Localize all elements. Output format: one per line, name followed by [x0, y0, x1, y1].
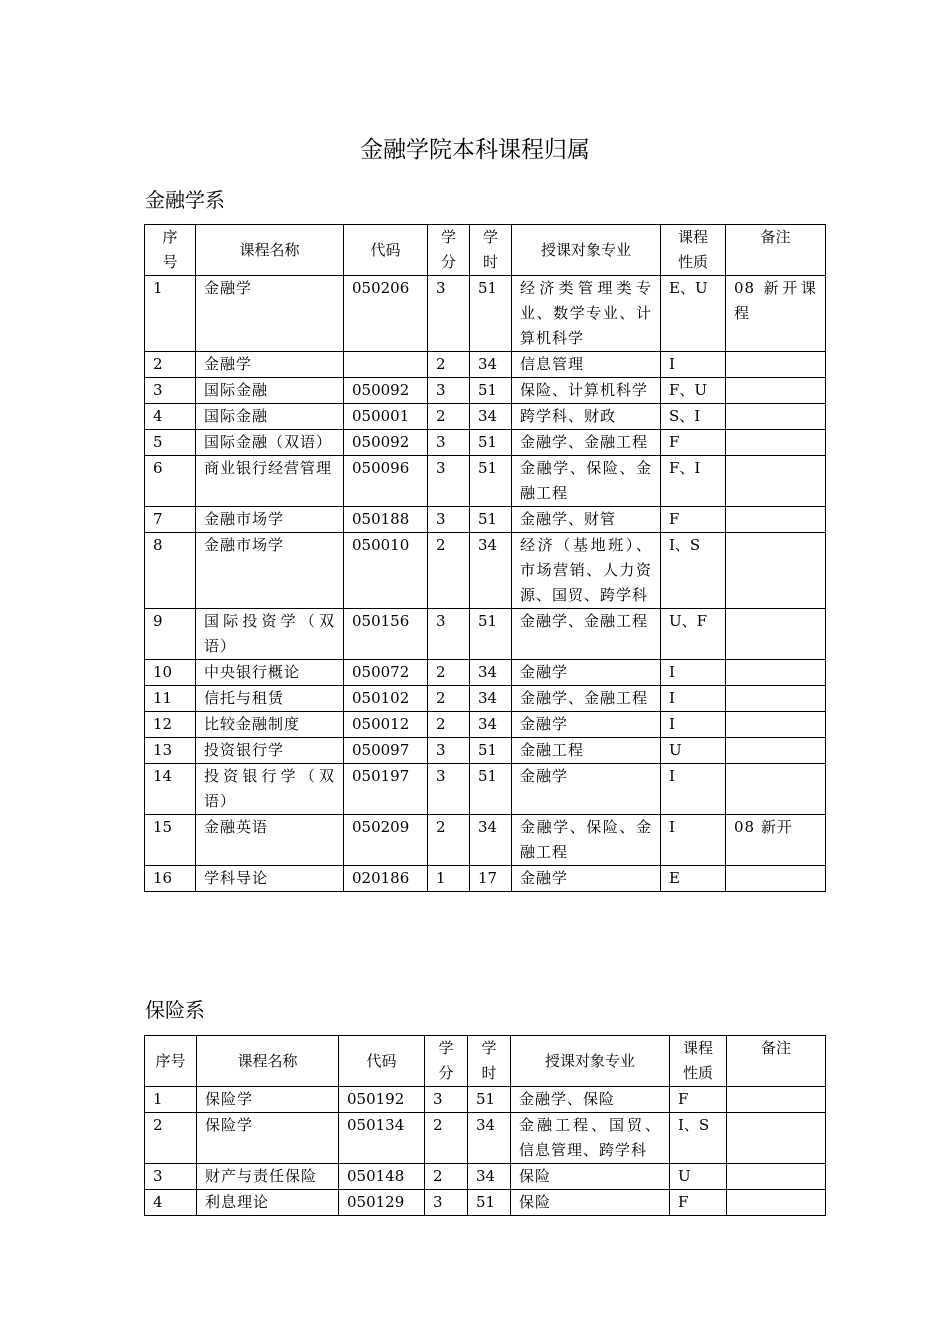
cell-name: 金融市场学	[196, 507, 344, 533]
cell-code: 050197	[344, 764, 428, 815]
cell-hours: 51	[470, 738, 512, 764]
cell-code: 020186	[344, 866, 428, 892]
cell-target: 经济（基地班）、市场营销、人力资源、国贸、跨学科	[512, 533, 661, 609]
cell-code: 050134	[339, 1113, 425, 1164]
cell-credit: 2	[428, 712, 470, 738]
cell-target: 金融学、保险、金融工程	[512, 456, 661, 507]
cell-code: 050097	[344, 738, 428, 764]
cell-nature: E	[661, 866, 726, 892]
cell-nature: U	[670, 1164, 727, 1190]
cell-target: 保险	[511, 1190, 670, 1216]
cell-name: 金融英语	[196, 815, 344, 866]
table-row	[145, 404, 826, 430]
cell-name: 金融市场学	[196, 533, 344, 609]
cell-name: 学科导论	[196, 866, 344, 892]
cell-target: 保险、计算机科学	[512, 378, 661, 404]
table-row	[145, 378, 826, 404]
cell-nature: F、U	[661, 378, 726, 404]
cell-credit: 2	[428, 404, 470, 430]
cell-code: 050092	[344, 430, 428, 456]
cell-hours: 34	[470, 660, 512, 686]
page-title: 金融学院本科课程归属	[360, 137, 590, 163]
cell-credit: 3	[428, 430, 470, 456]
cell-credit: 2	[425, 1164, 468, 1190]
table-row	[145, 507, 826, 533]
cell-hours: 34	[470, 686, 512, 712]
cell-code	[344, 352, 428, 378]
cell-code: 050096	[344, 456, 428, 507]
cell-hours: 51	[470, 764, 512, 815]
cell-code: 050092	[344, 378, 428, 404]
cell-remark	[726, 352, 826, 378]
cell-nature: E、U	[661, 276, 726, 352]
cell-hours: 51	[470, 456, 512, 507]
cell-target: 金融学	[512, 764, 661, 815]
cell-name: 投资银行学	[196, 738, 344, 764]
cell-target: 金融学、金融工程	[512, 609, 661, 660]
table-row	[145, 1087, 826, 1113]
cell-credit: 3	[428, 507, 470, 533]
cell-code: 050209	[344, 815, 428, 866]
cell-name: 保险学	[197, 1087, 339, 1113]
cell-name: 财产与责任保险	[197, 1164, 339, 1190]
cell-seq: 10	[145, 660, 196, 686]
cell-credit: 1	[428, 866, 470, 892]
cell-nature: F	[670, 1087, 727, 1113]
cell-remark	[727, 1190, 826, 1216]
table-row	[145, 686, 826, 712]
table-row	[145, 430, 826, 456]
cell-credit: 3	[428, 378, 470, 404]
table-header-row	[145, 1036, 826, 1087]
cell-hours: 51	[470, 507, 512, 533]
cell-hours: 34	[470, 533, 512, 609]
table-row	[145, 815, 826, 866]
cell-seq: 12	[145, 712, 196, 738]
cell-remark	[726, 507, 826, 533]
cell-remark	[726, 738, 826, 764]
header-name: 课程名称	[197, 1036, 339, 1087]
cell-target: 金融学	[512, 866, 661, 892]
cell-name: 投资银行学（双语）	[196, 764, 344, 815]
cell-target: 金融学、保险、金融工程	[512, 815, 661, 866]
cell-name: 金融学	[196, 352, 344, 378]
cell-remark: 08 新开课程	[726, 276, 826, 352]
cell-target: 跨学科、财政	[512, 404, 661, 430]
cell-seq: 1	[145, 1087, 197, 1113]
table-row	[145, 866, 826, 892]
cell-nature: I	[661, 660, 726, 686]
cell-seq: 2	[145, 1113, 197, 1164]
table-row	[145, 712, 826, 738]
header-seq: 序 号	[145, 225, 196, 276]
cell-code: 050102	[344, 686, 428, 712]
cell-remark	[726, 533, 826, 609]
cell-name: 国际投资学（双语）	[196, 609, 344, 660]
cell-code: 050129	[339, 1190, 425, 1216]
cell-nature: I、S	[670, 1113, 727, 1164]
header-credit: 学 分	[428, 225, 470, 276]
cell-remark	[726, 866, 826, 892]
cell-target: 经济类管理类专业、数学专业、计算机科学	[512, 276, 661, 352]
cell-remark	[726, 686, 826, 712]
cell-nature: I	[661, 815, 726, 866]
cell-target: 金融学、财管	[512, 507, 661, 533]
cell-credit: 3	[428, 456, 470, 507]
cell-remark	[726, 404, 826, 430]
table-row	[145, 1164, 826, 1190]
cell-code: 050010	[344, 533, 428, 609]
table-row	[145, 456, 826, 507]
cell-seq: 5	[145, 430, 196, 456]
cell-seq: 11	[145, 686, 196, 712]
cell-code: 050192	[339, 1087, 425, 1113]
cell-credit: 3	[428, 738, 470, 764]
cell-credit: 2	[428, 352, 470, 378]
cell-credit: 3	[428, 276, 470, 352]
cell-nature: I	[661, 352, 726, 378]
table-row	[145, 1190, 826, 1216]
cell-nature: F	[670, 1190, 727, 1216]
cell-remark	[726, 456, 826, 507]
cell-seq: 2	[145, 352, 196, 378]
cell-target: 保险	[511, 1164, 670, 1190]
cell-seq: 7	[145, 507, 196, 533]
cell-name: 保险学	[197, 1113, 339, 1164]
finance-course-table	[144, 224, 826, 892]
cell-remark: 08 新开	[726, 815, 826, 866]
cell-name: 国际金融	[196, 378, 344, 404]
cell-hours: 34	[470, 712, 512, 738]
header-seq: 序号	[145, 1036, 197, 1087]
header-hours: 学 时	[468, 1036, 511, 1087]
cell-credit: 2	[428, 533, 470, 609]
cell-hours: 34	[470, 815, 512, 866]
cell-seq: 3	[145, 378, 196, 404]
cell-credit: 3	[428, 609, 470, 660]
cell-target: 信息管理	[512, 352, 661, 378]
cell-nature: F、I	[661, 456, 726, 507]
table-row	[145, 660, 826, 686]
cell-hours: 51	[468, 1087, 511, 1113]
cell-seq: 1	[145, 276, 196, 352]
cell-code: 050206	[344, 276, 428, 352]
insurance-course-table	[144, 1035, 826, 1216]
cell-hours: 51	[470, 276, 512, 352]
table-row	[145, 1113, 826, 1164]
cell-seq: 16	[145, 866, 196, 892]
cell-credit: 2	[428, 660, 470, 686]
header-remark: 备注	[727, 1036, 826, 1087]
cell-hours: 34	[470, 404, 512, 430]
cell-name: 商业银行经营管理	[196, 456, 344, 507]
cell-remark	[727, 1113, 826, 1164]
table-header-row	[145, 225, 826, 276]
header-hours: 学 时	[470, 225, 512, 276]
cell-seq: 6	[145, 456, 196, 507]
cell-credit: 2	[425, 1113, 468, 1164]
cell-hours: 51	[470, 609, 512, 660]
cell-code: 050188	[344, 507, 428, 533]
cell-credit: 2	[428, 686, 470, 712]
cell-code: 050148	[339, 1164, 425, 1190]
cell-hours: 51	[470, 430, 512, 456]
cell-name: 金融学	[196, 276, 344, 352]
header-nature: 课程 性质	[670, 1036, 727, 1087]
cell-seq: 14	[145, 764, 196, 815]
header-name: 课程名称	[196, 225, 344, 276]
cell-nature: I	[661, 712, 726, 738]
cell-target: 金融学、保险	[511, 1087, 670, 1113]
cell-seq: 4	[145, 404, 196, 430]
cell-seq: 15	[145, 815, 196, 866]
cell-name: 中央银行概论	[196, 660, 344, 686]
cell-nature: I	[661, 686, 726, 712]
cell-hours: 34	[468, 1164, 511, 1190]
cell-remark	[726, 609, 826, 660]
header-credit: 学 分	[425, 1036, 468, 1087]
cell-name: 利息理论	[197, 1190, 339, 1216]
cell-remark	[726, 378, 826, 404]
cell-code: 050156	[344, 609, 428, 660]
cell-seq: 13	[145, 738, 196, 764]
cell-credit: 2	[428, 815, 470, 866]
cell-hours: 34	[468, 1113, 511, 1164]
header-target: 授课对象专业	[511, 1036, 670, 1087]
cell-remark	[726, 430, 826, 456]
table-row	[145, 533, 826, 609]
header-nature: 课程 性质	[661, 225, 726, 276]
cell-nature: S、I	[661, 404, 726, 430]
cell-target: 金融学	[512, 712, 661, 738]
cell-seq: 4	[145, 1190, 197, 1216]
cell-nature: F	[661, 507, 726, 533]
cell-name: 比较金融制度	[196, 712, 344, 738]
cell-seq: 8	[145, 533, 196, 609]
cell-credit: 3	[428, 764, 470, 815]
cell-target: 金融工程、国贸、信息管理、跨学科	[511, 1113, 670, 1164]
cell-name: 国际金融	[196, 404, 344, 430]
section-title-insurance: 保险系	[145, 998, 205, 1022]
cell-credit: 3	[425, 1087, 468, 1113]
cell-seq: 9	[145, 609, 196, 660]
cell-credit: 3	[425, 1190, 468, 1216]
cell-target: 金融学、金融工程	[512, 686, 661, 712]
cell-hours: 17	[470, 866, 512, 892]
table-row	[145, 738, 826, 764]
cell-remark	[727, 1164, 826, 1190]
cell-code: 050072	[344, 660, 428, 686]
cell-nature: I	[661, 764, 726, 815]
cell-remark	[727, 1087, 826, 1113]
cell-hours: 34	[470, 352, 512, 378]
table-row	[145, 764, 826, 815]
section-title-finance: 金融学系	[145, 188, 225, 212]
cell-hours: 51	[470, 378, 512, 404]
cell-target: 金融学	[512, 660, 661, 686]
table-row	[145, 609, 826, 660]
cell-remark	[726, 764, 826, 815]
cell-nature: F	[661, 430, 726, 456]
header-code: 代码	[339, 1036, 425, 1087]
cell-target: 金融学、金融工程	[512, 430, 661, 456]
header-target: 授课对象专业	[512, 225, 661, 276]
cell-target: 金融工程	[512, 738, 661, 764]
cell-name: 国际金融（双语）	[196, 430, 344, 456]
cell-code: 050001	[344, 404, 428, 430]
header-code: 代码	[344, 225, 428, 276]
cell-hours: 51	[468, 1190, 511, 1216]
cell-name: 信托与租赁	[196, 686, 344, 712]
cell-code: 050012	[344, 712, 428, 738]
cell-remark	[726, 660, 826, 686]
header-remark: 备注	[726, 225, 826, 276]
cell-seq: 3	[145, 1164, 197, 1190]
cell-nature: U	[661, 738, 726, 764]
cell-remark	[726, 712, 826, 738]
table-row	[145, 352, 826, 378]
cell-nature: I、S	[661, 533, 726, 609]
cell-nature: U、F	[661, 609, 726, 660]
table-row	[145, 276, 826, 352]
